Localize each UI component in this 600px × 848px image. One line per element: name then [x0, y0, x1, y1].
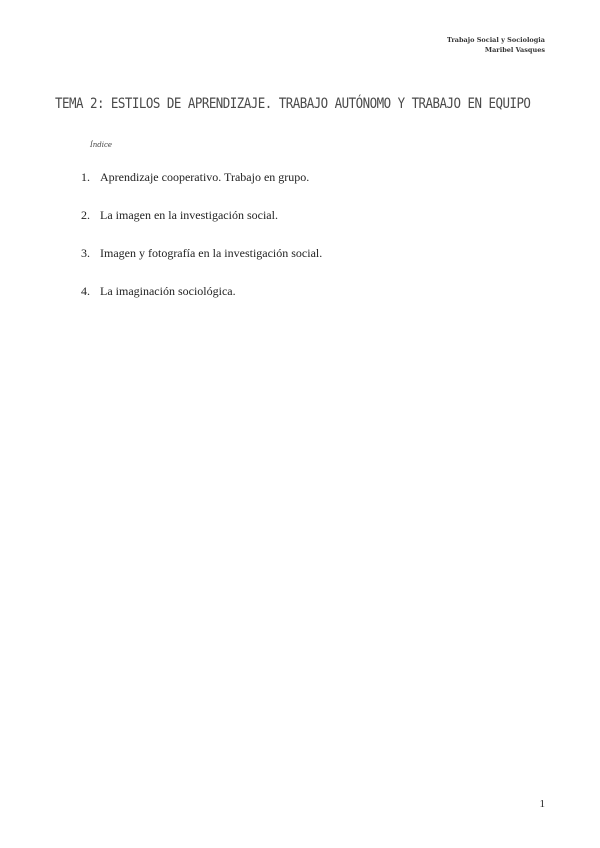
toc-item-number: 2. — [81, 208, 90, 222]
header-course: Trabajo Social y Sociologia — [447, 36, 545, 44]
toc-item — [70, 208, 322, 246]
toc-item-text: La imagen en la investigación social. — [100, 208, 278, 222]
toc-item-text: La imaginación sociológica. — [100, 284, 236, 298]
page-title: TEMA 2: ESTILOS DE APRENDIZAJE. TRABAJO AUTÓNOMO Y TRABAJO EN EQUIPO — [55, 96, 531, 112]
toc-item-text: Aprendizaje cooperativo. Trabajo en grupo. — [100, 170, 310, 184]
index-label: Índice — [90, 141, 113, 149]
header-author: Maribel Vasques — [484, 46, 545, 54]
table-of-contents — [70, 170, 322, 322]
toc-item — [70, 284, 322, 322]
toc-item — [70, 170, 322, 208]
running-header — [447, 35, 545, 55]
toc-item-text: Imagen y fotografía en la investigación social. — [100, 246, 323, 260]
toc-item-number: 4. — [81, 284, 90, 298]
toc-item-number: 3. — [81, 246, 90, 260]
page-number: 1 — [539, 798, 545, 810]
toc-item-number: 1. — [81, 170, 90, 184]
toc-item — [70, 246, 322, 284]
